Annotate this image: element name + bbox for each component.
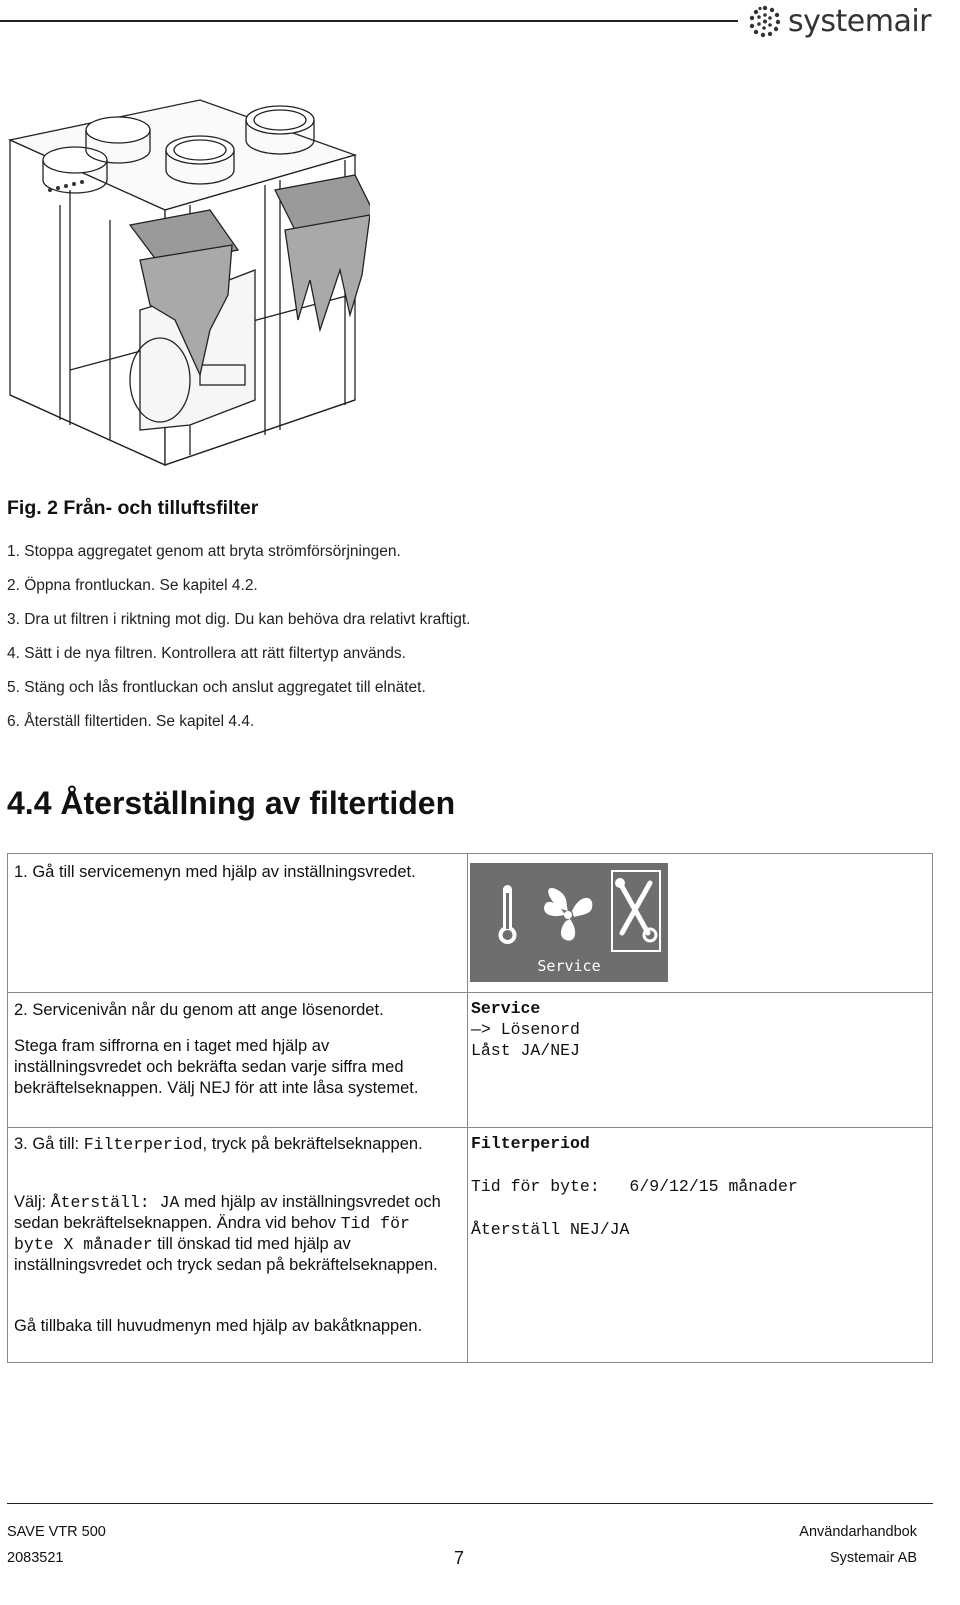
row3-text: med hjälp av inställningsvredet och sedan bekräftelseknappen. Ändra vid behov <box>14 1193 441 1232</box>
row2-instruction-1: 2. Servicenivån når du genom att ange lösenordet. <box>14 1001 384 1019</box>
row3-code-change-time: Tid för byte X månader <box>14 1214 410 1254</box>
lcd-lock-line: Låst JA/NEJ <box>471 1041 580 1060</box>
row3-text: Välj: <box>14 1193 51 1211</box>
header-rule <box>0 20 738 22</box>
service-screen-label: Service <box>537 957 601 975</box>
service-tools-icon <box>612 871 660 951</box>
instruction-table <box>7 853 933 1363</box>
row3-instruction-3: Gå tillbaka till huvudmenyn med hjälp av bakåtknappen. <box>14 1317 423 1335</box>
row2-instruction-2: Stega fram siffrorna en i taget med hjälp av inställningsvredet och bekräfta sedan varje siffra med bekräftelseknappen. Välj NEJ för att inte låsa systemet. <box>14 1037 419 1097</box>
step-3: 3. Dra ut filtren i riktning mot dig. Du kan behöva dra relativt kraftigt. <box>7 611 471 628</box>
row3-instruction-2 <box>14 1192 454 1276</box>
footer-company: Systemair AB <box>829 1550 917 1566</box>
lcd-change-time-line: Tid för byte: 6/9/12/15 månader <box>471 1177 798 1196</box>
step-4: 4. Sätt i de nya filtren. Kontrollera att rätt filtertyp används. <box>7 645 406 662</box>
figure-caption: Fig. 2 Från- och tilluftsfilter <box>7 497 259 519</box>
row3-text: 3. Gå till: <box>14 1135 84 1153</box>
lcd-password-line: —> Lösenord <box>471 1020 580 1039</box>
step-6: 6. Återställ filtertiden. Se kapitel 4.4. <box>7 713 255 730</box>
thermometer-icon <box>499 885 517 944</box>
row3-instruction-1 <box>14 1134 454 1155</box>
table-row-divider <box>8 992 932 993</box>
systemair-dots-logo-icon <box>748 4 782 38</box>
table-row-divider <box>8 1127 932 1128</box>
service-screen-graphic <box>470 863 668 982</box>
row3-code-reset: Återställ: JA <box>50 1193 180 1212</box>
footer-doc-number: 2083521 <box>7 1550 64 1566</box>
step-1: 1. Stoppa aggregatet genom att bryta strömförsörjningen. <box>7 543 401 560</box>
lcd-reset-line: Återställ NEJ/JA <box>471 1220 630 1239</box>
section-heading: 4.4 Återställning av filtertiden <box>7 785 456 821</box>
step-5: 5. Stäng och lås frontluckan och anslut aggregatet till elnätet. <box>7 679 426 696</box>
brand-logo <box>748 2 938 40</box>
fan-icon <box>544 888 592 941</box>
lcd-filterperiod-title: Filterperiod <box>471 1134 590 1153</box>
footer-product: SAVE VTR 500 <box>7 1524 106 1540</box>
footer-page-number: 7 <box>454 1548 465 1568</box>
row1-instruction: 1. Gå till servicemenyn med hjälp av inställningsvredet. <box>14 863 416 881</box>
row3-code-filterperiod: Filterperiod <box>83 1135 203 1154</box>
brand-name: systemair <box>788 3 932 39</box>
footer-doc-type: Användarhandbok <box>799 1524 917 1540</box>
ventilation-unit-filter-drawing <box>0 80 370 470</box>
row3-text: , tryck på bekräftelseknappen. <box>202 1135 423 1153</box>
step-2: 2. Öppna frontluckan. Se kapitel 4.2. <box>7 577 258 594</box>
table-column-divider <box>467 854 468 1362</box>
lcd-service-title: Service <box>471 999 541 1018</box>
footer-rule <box>7 1503 933 1504</box>
service-menu-screen <box>470 863 668 982</box>
row3-text: till önskad tid med hjälp av inställningsvredet och tryck sedan på bekräftelseknappen. <box>14 1235 438 1274</box>
